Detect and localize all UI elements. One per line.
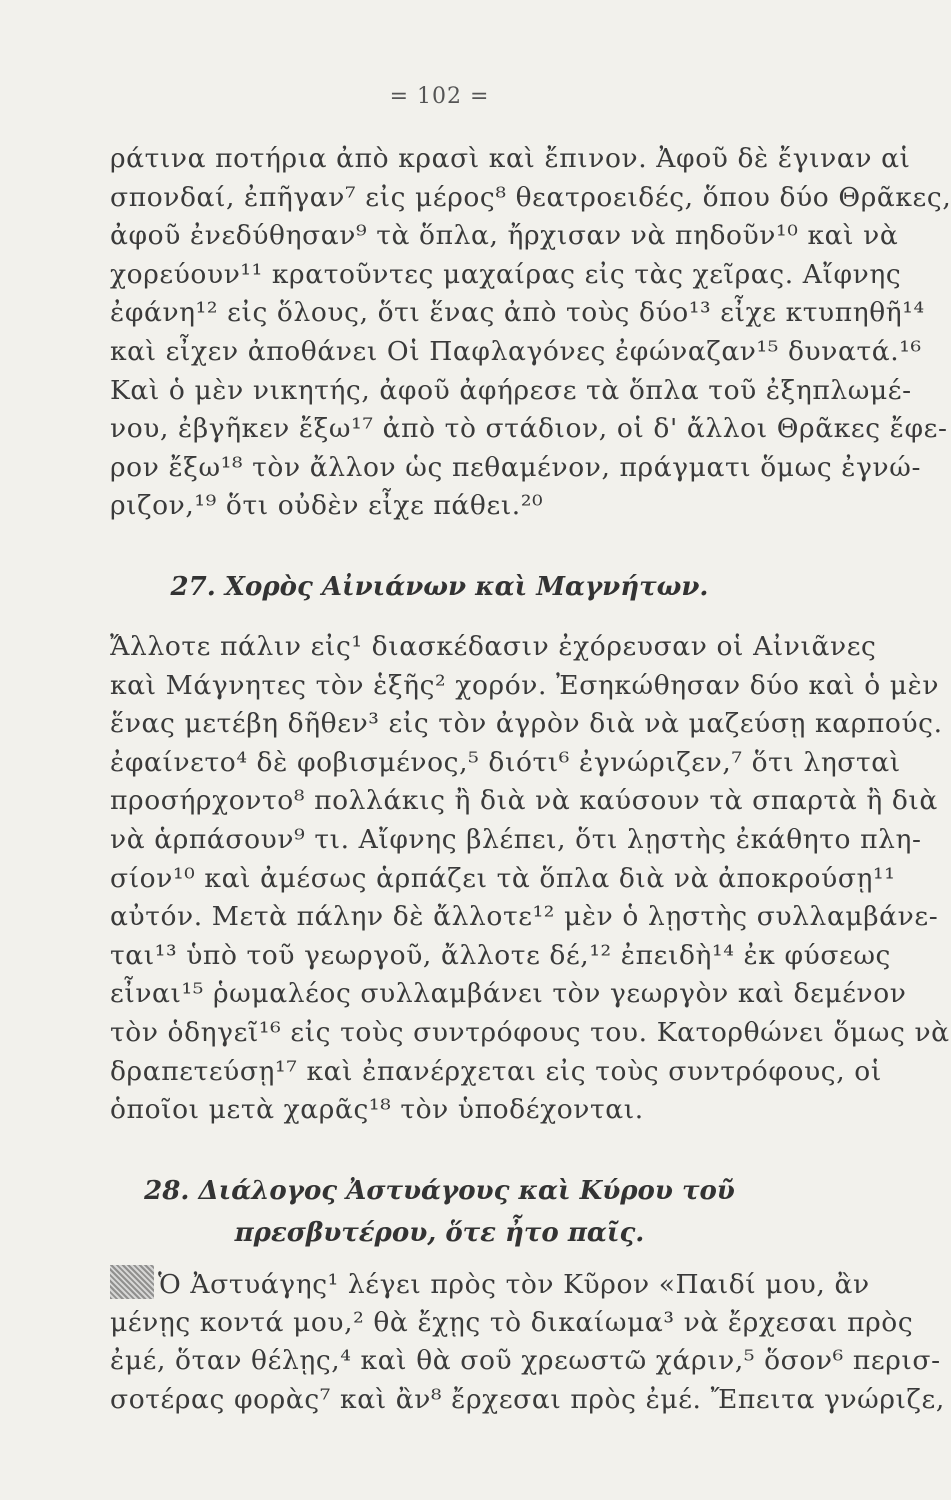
- text-line: σοτέρας φορὰς⁷ καὶ ἂν⁸ ἔρχεσαι πρὸς ἐμέ. Ἔπειτα γνώριζε,: [110, 1383, 945, 1415]
- text-line: ἕνας μετέβη δῆθεν³ εἰς τὸν ἀγρὸν διὰ νὰ μαζεύσῃ καρπούς.: [110, 708, 943, 740]
- section-26-text: [110, 140, 951, 526]
- text-line: προσήρχοντο⁸ πολλάκις ἢ διὰ νὰ καύσουν τὰ σπαρτὰ ἢ διὰ: [110, 785, 938, 817]
- text-line: καὶ εἶχεν ἀποθάνει Οἱ Παφλαγόνες ἐφώναζαν¹⁵ δυνατά.¹⁶: [110, 335, 922, 367]
- section-28-heading-line2: πρεσβυτέρου, ὅτε ἦτο παῖς.: [234, 1218, 645, 1248]
- text-line: αὐτόν. Μετὰ πάλην δὲ ἄλλοτε¹² μὲν ὁ λῃστὴς συλλαμβάνε-: [110, 901, 939, 933]
- text-line: ἀφοῦ ἐνεδύθησαν⁹ τὰ ὅπλα, ἤρχισαν νὰ πηδοῦν¹⁰ καὶ νὰ: [110, 220, 899, 252]
- text-line: ὁποῖοι μετὰ χαρᾶς¹⁸ τὸν ὑποδέχονται.: [110, 1094, 644, 1126]
- text-line: νὰ ἁρπάσουν⁹ τι. Αἴφνης βλέπει, ὅτι λῃστὴς ἐκάθητο πλη-: [110, 823, 922, 855]
- decorative-initial-icon: [110, 1265, 154, 1299]
- text-line: τὸν ὁδηγεῖ¹⁶ εἰς τοὺς συντρόφους του. Κατορθώνει ὅμως νὰ: [110, 1016, 950, 1048]
- section-27-text: [110, 628, 950, 1130]
- text-line: Καὶ ὁ μὲν νικητής, ἀφοῦ ἀφήρεσε τὰ ὅπλα τοῦ ἐξηπλωμέ-: [110, 374, 912, 406]
- text-line: δραπετεύσῃ¹⁷ καὶ ἐπανέρχεται εἰς τοὺς συντρόφους, οἱ: [110, 1055, 882, 1087]
- text-line-with-drop-cap: [110, 1265, 870, 1304]
- text-line: ται¹³ ὑπὸ τοῦ γεωργοῦ, ἄλλοτε δέ,¹² ἐπειδὴ¹⁴ ἐκ φύσεως: [110, 939, 891, 971]
- text-line: ρον ἔξω¹⁸ τὸν ἄλλον ὡς πεθαμένον, πράγματι ὅμως ἐγνώ-: [110, 451, 922, 483]
- section-28-heading-line1: 28. Διάλογος Ἀστυάγους καὶ Κύρου τοῦ: [144, 1176, 735, 1206]
- page-number: = 102 =: [389, 84, 490, 109]
- text-line-content: Ὁ Ἀστυάγης¹ λέγει πρὸς τὸν Κῦρον «Παιδί μου, ἂν: [158, 1269, 870, 1300]
- text-line: ἐμέ, ὅταν θέλῃς,⁴ καὶ θὰ σοῦ χρεωστῶ χάριν,⁵ ὅσον⁶ περισ-: [110, 1345, 941, 1377]
- text-line: χορεύουν¹¹ κρατοῦντες μαχαίρας εἰς τὰς χεῖρας. Αἴφνης: [110, 258, 902, 290]
- section-28-text: [110, 1265, 945, 1419]
- text-line: μένῃς κοντά μου,² θὰ ἔχῃς τὸ δικαίωμα³ νὰ ἔρχεσαι πρὸς: [110, 1306, 914, 1338]
- text-line: ριζον,¹⁹ ὅτι οὐδὲν εἶχε πάθει.²⁰: [110, 490, 544, 522]
- text-line: σίον¹⁰ καὶ ἀμέσως ἁρπάζει τὰ ὅπλα διὰ νὰ ἀποκρούσῃ¹¹: [110, 862, 896, 894]
- text-line: Ἄλλοτε πάλιν εἰς¹ διασκέδασιν ἐχόρευσαν οἱ Αἰνιᾶνες: [110, 631, 877, 662]
- text-line: ἐφαίνετο⁴ δὲ φοβισμένος,⁵ διότι⁶ ἐγνώριζεν,⁷ ὅτι λησταὶ: [110, 746, 901, 778]
- text-line: ἐφάνη¹² εἰς ὅλους, ὅτι ἕνας ἀπὸ τοὺς δύο¹³ εἶχε κτυπηθῆ¹⁴: [110, 297, 925, 329]
- text-line: εἶναι¹⁵ ῥωμαλέος συλλαμβάνει τὸν γεωργὸν καὶ δεμένον: [110, 978, 907, 1010]
- text-line: ράτινα ποτήρια ἀπὸ κρασὶ καὶ ἔπινον. Ἀφοῦ δὲ ἔγιναν αἱ: [110, 143, 911, 174]
- section-27-heading: 27. Χορὸς Αἰνιάνων καὶ Μαγνήτων.: [170, 572, 709, 602]
- text-line: καὶ Μάγνητες τὸν ἑξῆς² χορόν. Ἐσηκώθησαν δύο καὶ ὁ μὲν: [110, 669, 940, 701]
- text-line: σπονδαί, ἐπῆγαν⁷ εἰς μέρος⁸ θεατροειδές, ὅπου δύο Θρᾶκες,: [110, 181, 951, 213]
- text-line: νου, ἐβγῆκεν ἔξω¹⁷ ἀπὸ τὸ στάδιον, οἱ δ' ἄλλοι Θρᾶκες ἔφε-: [110, 413, 948, 445]
